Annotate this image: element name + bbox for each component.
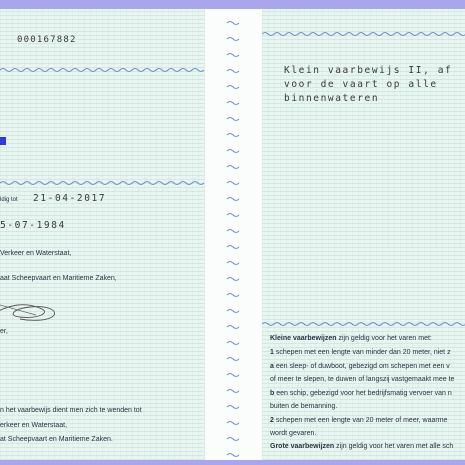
rule-text: wordt gevaren. (270, 430, 317, 437)
wave-divider (0, 180, 205, 186)
valid-until-label: ldig tot (0, 197, 18, 203)
rule-line (270, 349, 451, 356)
licence-type-line-2: voor de vaart op alle (284, 79, 438, 90)
rule-number: 2 (270, 417, 274, 424)
rule-text: schepen met een lengte van 20 meter of meer, waarme (273, 417, 448, 424)
right-page (262, 9, 465, 460)
issue-date: 5-07-1984 (0, 220, 66, 231)
rule-letter: a (270, 363, 274, 370)
rule-line (270, 335, 432, 342)
official-line: er, (0, 328, 8, 335)
book-gutter (205, 9, 262, 460)
footer-line-2: erkeer en Waterstaat, (0, 422, 68, 429)
rule-number: 1 (270, 349, 274, 356)
rule-line (270, 443, 453, 450)
rule-text: zijn geldig voor het varen met: (336, 335, 432, 342)
licence-type-line-1: Klein vaarbewijs II, af (284, 65, 453, 76)
ministry-line: Verkeer en Waterstaat, (0, 250, 72, 257)
photo-corner-mark (0, 137, 6, 145)
rule-text: zijn geldig voor het varen met alle sch (334, 443, 454, 450)
signature (0, 295, 80, 327)
wave-divider (262, 321, 465, 327)
rule-line (270, 376, 454, 383)
valid-until-date: 21-04-2017 (33, 193, 107, 204)
rule-heading: Kleine vaarbewijzen (270, 335, 337, 342)
spine-wave-border (226, 9, 242, 460)
footer-line-3: at Scheepvaart en Maritieme Zaken. (0, 436, 113, 443)
rule-text: of meer te slepen, te duwen of langszij vastgemaakt mee te (270, 376, 455, 383)
rule-line (270, 363, 450, 370)
rule-line (270, 390, 452, 397)
rule-line (270, 417, 447, 424)
wave-divider (262, 31, 465, 37)
footer-line-1: n het vaarbewijs dient men zich te wenden tot (0, 407, 142, 414)
rule-letter: b (270, 390, 275, 397)
rule-text: een schip, gebezigd voor het bedrijfsmatig vervoer van n (274, 390, 452, 397)
serial-number: 000167882 (17, 35, 77, 45)
wave-divider (0, 67, 205, 73)
rule-text: buiten de bemanning. (270, 403, 338, 410)
directorate-line: aat Scheepvaart en Maritieme Zaken, (0, 275, 117, 282)
top-border-band (0, 0, 465, 9)
rule-heading: Grote vaarbewijzen (270, 443, 335, 450)
rule-line (270, 403, 337, 410)
left-page (0, 9, 205, 460)
bottom-border-band (0, 460, 465, 465)
rule-text: een sleep- of duwboot, gebezigd om schepen met een v (273, 363, 450, 370)
rule-line (270, 430, 316, 437)
rule-text: schepen met een lengte van minder dan 20 meter, niet z (273, 349, 451, 356)
licence-type-line-3: binnenwateren (284, 93, 380, 104)
